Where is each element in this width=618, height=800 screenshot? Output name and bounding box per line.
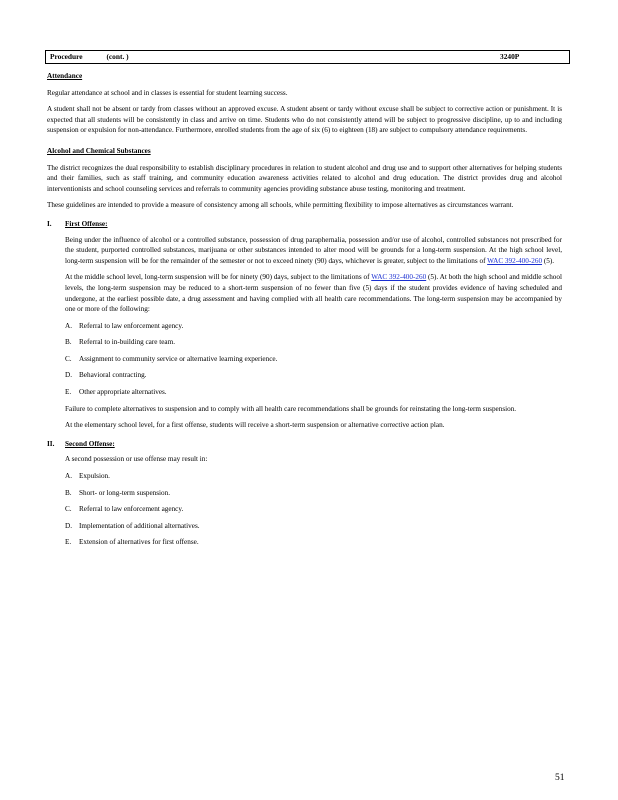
section-number: I. xyxy=(47,219,52,228)
section-title: First Offense: xyxy=(65,219,108,228)
list-letter: A. xyxy=(65,472,72,481)
section-number: II. xyxy=(47,439,55,448)
list-text: Expulsion. xyxy=(79,472,110,481)
first-offense-heading xyxy=(47,219,562,230)
attendance-paragraph-2: A student shall not be absent or tardy from classes without an approved excuse. A student absent or tardy without excuse shall be subject to corrective action or punishment. It is expected that all students will be consistently in class and arrive on time. Students who do not consistently attend will be subject to progressive discipline, up to and including suspension or expulsion for non-attendance. Furthermore, enrolled students from the age of six (6) to eighteen (18) are subject to compulsory attendance requirements. xyxy=(47,105,562,135)
header-label: Procedure xyxy=(50,52,83,61)
attendance-heading: Attendance xyxy=(47,72,83,80)
list-item xyxy=(65,370,562,381)
list-letter: D. xyxy=(65,521,72,530)
alcohol-paragraph-2: These guidelines are intended to provide a measure of consistency among all schools, while permitting flexibility to impose alternatives as circumstances warrant. xyxy=(47,201,514,210)
paragraph-text-end: (5). xyxy=(543,256,555,265)
list-text: Extension of alternatives for first offense. xyxy=(79,538,199,547)
list-letter: C. xyxy=(65,354,72,363)
alcohol-paragraph-1: The district recognizes the dual responsibility to establish disciplinary procedures in relation to student alcohol and drug use and to support other alternatives for helping students and their families, such as staff training, and community education awareness activities related to alcohol and drug education. The district provides drug and alcohol interventionists and school counseling services and referrals to community agencies providing substance abuse testing, monitoring and treatment. xyxy=(47,163,562,193)
list-item xyxy=(65,337,562,348)
list-item xyxy=(65,387,562,398)
list-item xyxy=(65,521,562,532)
list-letter: B. xyxy=(65,488,72,497)
list-letter: A. xyxy=(65,321,72,330)
paragraph-text: At the middle school level, long-term suspension will be for ninety (90) days, subject to the limitations of xyxy=(65,273,370,282)
section-title: Second Offense: xyxy=(65,439,115,448)
paragraph-text-end: (5). At both the high school and middle school levels, the long-term suspension may be reduced to a short-term suspension of no fewer than five (5) days if the student provides evidence of having scheduled and undergone, at the earliest possible date, a drug assessment and having complied with all health care recommendations. The long-term suspension may be accompanied by one or more of the following: xyxy=(65,273,562,314)
list-item xyxy=(65,354,562,365)
first-offense-paragraph-1 xyxy=(65,235,562,267)
list-text: Short- or long-term suspension. xyxy=(79,488,171,497)
wac-link[interactable]: WAC 392-400-260 xyxy=(487,256,543,265)
second-offense-heading xyxy=(47,439,562,450)
attendance-paragraph-1: Regular attendance at school and in classes is essential for student learning success. xyxy=(47,88,288,97)
list-item xyxy=(65,471,562,482)
list-text: Referral to law enforcement agency. xyxy=(79,505,184,514)
second-offense-options-list xyxy=(65,471,562,548)
list-text: Referral to law enforcement agency. xyxy=(79,321,184,330)
list-letter: D. xyxy=(65,371,72,380)
policy-code: 3240P xyxy=(500,52,520,61)
list-item xyxy=(65,488,562,499)
wac-link[interactable]: WAC 392-400-260 xyxy=(371,273,427,282)
procedure-header xyxy=(45,50,570,64)
list-text: Behavioral contracting. xyxy=(79,371,147,380)
list-letter: E. xyxy=(65,538,72,547)
list-letter: E. xyxy=(65,388,72,397)
page-number: 51 xyxy=(555,773,565,783)
list-item xyxy=(65,321,562,332)
alcohol-heading: Alcohol and Chemical Substances xyxy=(47,146,151,155)
document-body xyxy=(47,71,562,554)
list-text: Referral to in-building care team. xyxy=(79,338,175,347)
first-offense-paragraph-2 xyxy=(65,272,562,314)
list-letter: B. xyxy=(65,338,72,347)
list-item xyxy=(65,537,562,548)
paragraph-text: Being under the influence of alcohol or a controlled substance, possession of drug paraphernalia, possession and/or use of alcohol, controlled substances not prescribed for the student, purported controlled substances, marijuana or other substances intended to alter mood will be grounds for a long-term suspension. At the high school level, long-term suspension will be for the remainder of the semester or not to exceed ninety (90) days, whichever is greater, subject to the limitations of xyxy=(65,235,562,265)
list-item xyxy=(65,504,562,515)
header-cont: (cont. ) xyxy=(106,52,129,61)
header-left xyxy=(50,51,129,63)
first-offense-options-list xyxy=(65,321,562,398)
first-offense-paragraph-3: Failure to complete alternatives to suspension and to comply with all health care recommendations shall be grounds for reinstating the long-term suspension. xyxy=(65,404,517,413)
list-text: Assignment to community service or alternative learning experience. xyxy=(79,354,278,363)
first-offense-paragraph-4: At the elementary school level, for a first offense, students will receive a short-term suspension or alternative corrective action plan. xyxy=(65,421,445,430)
list-text: Implementation of additional alternatives. xyxy=(79,521,200,530)
second-offense-intro: A second possession or use offense may result in: xyxy=(65,455,208,464)
list-text: Other appropriate alternatives. xyxy=(79,388,167,397)
list-letter: C. xyxy=(65,505,72,514)
